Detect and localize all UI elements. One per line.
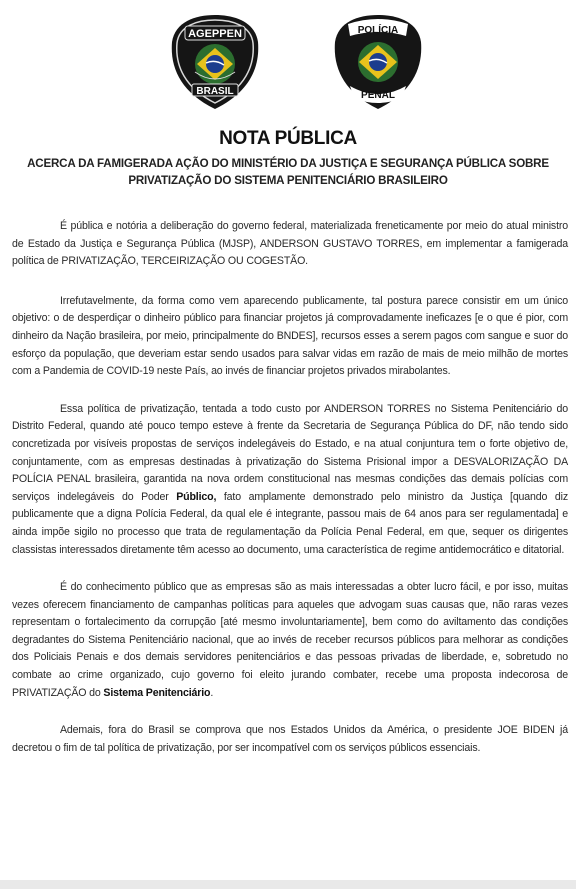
policia-penal-logo xyxy=(328,12,428,112)
policia-penal-badge-icon xyxy=(328,12,428,112)
paragraph-1: É pública e notória a deliberação do governo federal, materializada freneticamente por meio do atual ministro de Estado da Justiça e Segurança Pública (MJSP), ANDERSON GUSTAVO TORRES, em implementar a famigerada política de PRIVATIZAÇÃO, TERCEIRIZAÇÃO OU COGESTÃO. xyxy=(12,220,568,268)
paragraph-4 xyxy=(12,579,568,702)
paragraph-3 xyxy=(12,401,568,559)
paragraph-4-bold: Sistema Penitenciário xyxy=(103,686,211,699)
paragraph-4-text-b: . xyxy=(210,686,214,699)
ageppen-badge-top-text: AGEPPEN xyxy=(188,28,242,40)
bottom-edge-bar xyxy=(0,880,576,889)
document-subtitle xyxy=(20,155,556,189)
paragraph-3-text-a: Essa política de privatização, tentada a todo custo por ANDERSON TORRES no Sistema Penitenciário do Distrito Federal, quando até pouco tempo esteve à frente da Secretaria de Segurança Pública do DF, não tendo sido concretizada por visíveis propostas de serviços indelegáveis do Estado, e na atual conjuntura tem o forte objetivo de, conjuntamente, com as empresas destinadas à privatização do Sistema Prisional impor a DESVALORIZAÇÃO DA POLÍCIA PENAL brasileira, garantida na nova ordem constitucional nas mesmas condições das demais polícias com serviços indelegáveis do Poder xyxy=(12,402,568,503)
ageppen-badge-icon xyxy=(165,12,265,112)
ageppen-badge-bottom-text: BRASIL xyxy=(196,86,234,97)
document-body xyxy=(12,218,568,777)
subtitle-line-1: ACERCA DA FAMIGERADA AÇÃO DO MINISTÉRIO DA JUSTIÇA E SEGURANÇA PÚBLICA SOBRE xyxy=(27,157,549,170)
policia-badge-top-text: POLÍCIA xyxy=(357,25,399,36)
document-title: NOTA PÚBLICA xyxy=(219,128,357,149)
paragraph-5: Ademais, fora do Brasil se comprova que nos Estados Unidos da América, o presidente JOE BIDEN já decretou o fim de tal política de privatização, por ser incompatível com os serviços públicos essenciais. xyxy=(12,724,568,754)
logo-row xyxy=(0,12,576,112)
paragraph-2: Irrefutavelmente, da forma como vem aparecendo publicamente, tal postura parece consistir em um único objetivo: o de desperdiçar o dinheiro público para financiar projetos já comprovadamente ineficazes [e o que é pior, com dinheiro da Nação brasileira, por meio, principalmente do BNDES], recursos esses a serem pagos com sangue e suor do esforço da população, que deveriam estar sendo usados para salvar vidas em razão de mais de meio milhão de mortes com a Pandemia de COVID-19 neste País, ao invés de financiar projetos privados mirabolantes. xyxy=(12,294,568,378)
policia-badge-bottom-text: PENAL xyxy=(361,90,395,101)
subtitle-line-2: PRIVATIZAÇÃO DO SISTEMA PENITENCIÁRIO BRASILEIRO xyxy=(128,174,448,187)
paragraph-4-text-a: É do conhecimento público que as empresas são as mais interessadas a obter lucro fácil, e por isso, muitas vezes oferecem financiamento de campanhas políticas para aqueles que advogam suas causas que, não raras vezes representam o fortalecimento da corrupção [até mesmo involuntariamente], bem como do aviltamento das condições degradantes do Sistema Penitenciário nacional, que ao invés de receber recursos públicos para melhorar as condições dos Policiais Penais e dos demais servidores penitenciários e das pessoas privadas de liberdade, e, sobretudo no combate ao crime organizado, cujo governo foi eleito jurando combater, recebe uma proposta indecorosa de PRIVATIZAÇÃO do xyxy=(12,581,568,699)
ageppen-brasil-logo xyxy=(165,12,265,112)
paragraph-3-text-b: fato amplamente demonstrado pelo ministro da Justiça [quando diz publicamente que a digna Polícia Federal, da qual ele é integrante, passou mais de 64 anos para ser regulamentada] e ainda impõe sigilo no processo que trata de regulamentação da Polícia Penal Federal, em que, sequer os dirigentes classistas interessados diretamente têm acesso ao documento, uma característica de regime antidemocrático e ditatorial. xyxy=(12,490,568,556)
paragraph-3-bold: Público, xyxy=(176,490,217,503)
